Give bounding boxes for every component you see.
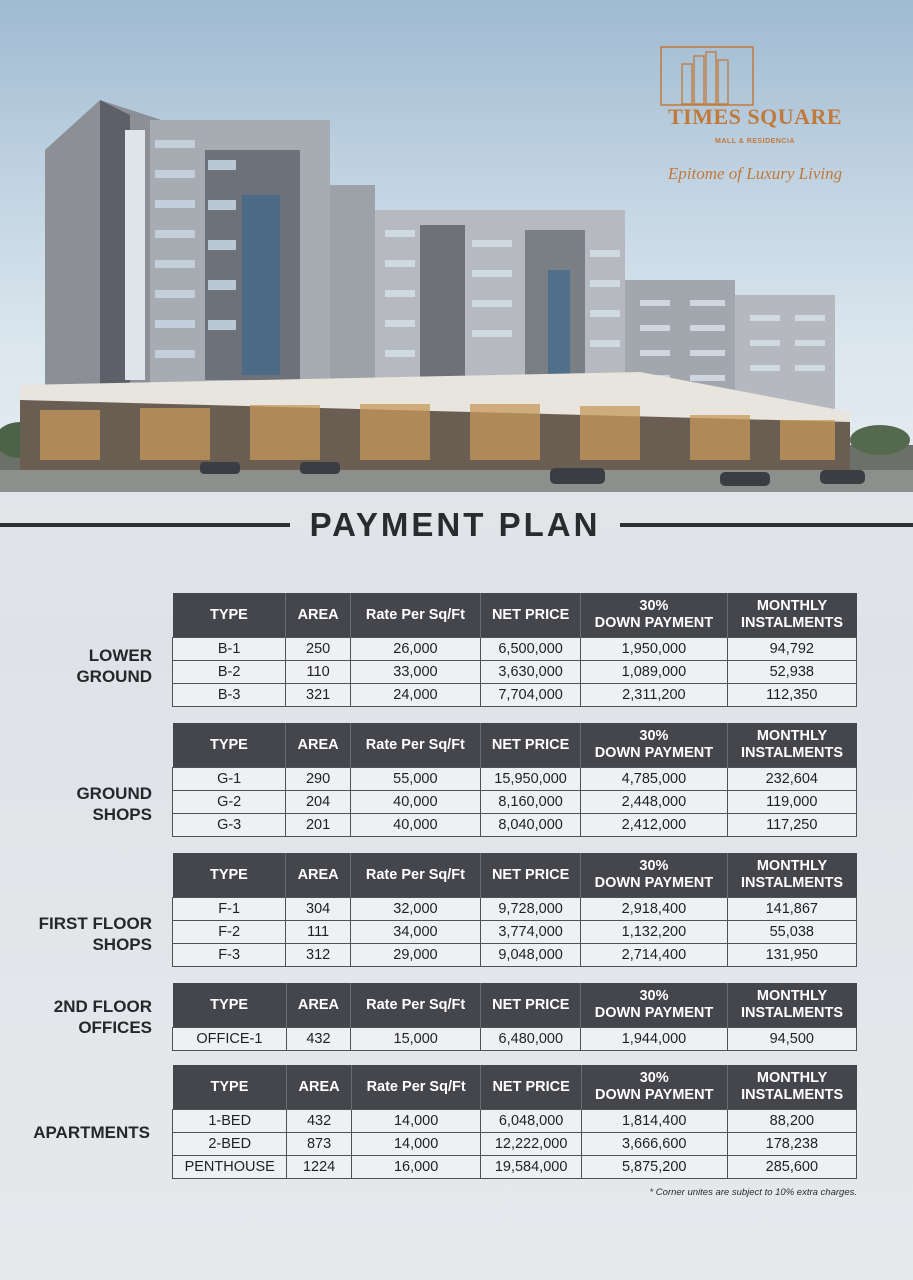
cell-net: 3,774,000 (481, 921, 581, 944)
col-net-price-header (481, 983, 581, 1028)
cell-type: G-2 (173, 791, 286, 814)
cell-monthly: 117,250 (727, 814, 856, 837)
cell-rate: 55,000 (350, 768, 480, 791)
col-net-price-header-text: NET PRICE (492, 1078, 570, 1095)
cell-monthly: 285,600 (727, 1156, 856, 1179)
cell-down: 1,132,200 (581, 921, 727, 944)
cell-rate: 34,000 (350, 921, 480, 944)
cell-monthly: 119,000 (727, 791, 856, 814)
payment-table (172, 723, 857, 837)
cell-area: 290 (286, 768, 350, 791)
cell-type: B-2 (173, 661, 286, 684)
cell-net: 3,630,000 (481, 661, 581, 684)
table-header-row (173, 853, 857, 898)
cell-type: PENTHOUSE (173, 1156, 287, 1179)
footnote: * Corner unites are subject to 10% extra charges. (649, 1187, 857, 1198)
cell-down: 1,950,000 (581, 638, 727, 661)
col-rate-header (350, 593, 480, 638)
col-down-payment-header-text: 30% (639, 1070, 669, 1086)
cell-rate: 26,000 (350, 638, 480, 661)
brand-name: TIMES SQUARE (667, 104, 843, 129)
col-monthly-instalments-header-text: MONTHLY (756, 728, 828, 744)
col-area-header-text: AREA (298, 1078, 340, 1095)
cell-net: 8,160,000 (480, 791, 580, 814)
cell-monthly: 112,350 (727, 684, 856, 707)
cell-area: 304 (286, 898, 351, 921)
section-label-line-1: APARTMENTS (33, 1123, 150, 1142)
cell-rate: 29,000 (350, 944, 480, 967)
col-type-header (173, 1065, 287, 1110)
cell-rate: 24,000 (350, 684, 480, 707)
col-down-payment-header-text: DOWN PAYMENT (594, 615, 714, 631)
cell-down: 3,666,600 (581, 1133, 727, 1156)
col-net-price-header (480, 723, 580, 768)
col-monthly-instalments-header (727, 983, 856, 1028)
col-down-payment-header (581, 983, 727, 1028)
cell-net: 12,222,000 (481, 1133, 581, 1156)
col-monthly-instalments-header-text: MONTHLY (756, 988, 828, 1004)
cell-area: 432 (287, 1110, 351, 1133)
brand-logo (660, 46, 850, 196)
cell-net: 6,500,000 (481, 638, 581, 661)
cell-rate: 32,000 (350, 898, 480, 921)
payment-table (172, 853, 857, 967)
col-type-header (173, 723, 286, 768)
cell-area: 111 (286, 921, 351, 944)
cell-rate: 15,000 (351, 1028, 481, 1051)
cell-net: 8,040,000 (480, 814, 580, 837)
cell-down: 5,875,200 (581, 1156, 727, 1179)
payment-table (172, 1065, 857, 1179)
cell-net: 9,728,000 (481, 898, 581, 921)
col-monthly-instalments-header-text: INSTALMENTS (741, 1005, 844, 1021)
section-label-line-2: GROUND (76, 667, 152, 686)
cell-area: 432 (286, 1028, 350, 1051)
cell-type: G-3 (173, 814, 286, 837)
col-area-header (287, 1065, 351, 1110)
cell-area: 110 (286, 661, 351, 684)
cell-net: 7,704,000 (481, 684, 581, 707)
col-down-payment-header-text: 30% (639, 728, 669, 744)
col-monthly-instalments-header (727, 853, 856, 898)
col-type-header-text: TYPE (209, 736, 248, 753)
payment-table (172, 593, 857, 707)
section-label-line-1: GROUND (76, 784, 152, 803)
table-header-row (173, 1065, 857, 1110)
col-net-price-header (481, 853, 581, 898)
cell-rate: 40,000 (350, 814, 480, 837)
col-monthly-instalments-header-text: MONTHLY (756, 598, 828, 614)
col-down-payment-header-text: DOWN PAYMENT (594, 745, 714, 761)
cell-down: 1,944,000 (581, 1028, 727, 1051)
col-down-payment-header (581, 1065, 727, 1110)
col-rate-header-text: Rate Per Sq/Ft (366, 996, 466, 1013)
cell-rate: 16,000 (351, 1156, 481, 1179)
heading-rule-right (620, 523, 913, 527)
cell-down: 1,814,400 (581, 1110, 727, 1133)
cell-monthly: 52,938 (727, 661, 856, 684)
col-net-price-header-text: NET PRICE (492, 996, 570, 1013)
cell-net: 15,950,000 (480, 768, 580, 791)
table-header-row (173, 723, 857, 768)
table-row (173, 921, 857, 944)
cell-monthly: 88,200 (727, 1110, 856, 1133)
section-label-line-2: SHOPS (92, 935, 152, 954)
col-monthly-instalments-header-text: MONTHLY (756, 858, 828, 874)
cell-area: 204 (286, 791, 350, 814)
table-row (173, 661, 857, 684)
col-area-header-text: AREA (297, 996, 339, 1013)
col-down-payment-header-text: 30% (639, 858, 669, 874)
section-label (0, 645, 152, 687)
heading-rule-left (0, 523, 290, 527)
col-down-payment-header-text: DOWN PAYMENT (594, 1005, 714, 1021)
cell-area: 201 (286, 814, 350, 837)
col-net-price-header (481, 593, 581, 638)
col-down-payment-header-text: DOWN PAYMENT (595, 1087, 714, 1103)
col-net-price-header-text: NET PRICE (491, 866, 570, 883)
cell-down: 4,785,000 (581, 768, 727, 791)
col-area-header (286, 853, 351, 898)
col-down-payment-header (581, 723, 727, 768)
col-rate-header (351, 983, 481, 1028)
col-rate-header-text: Rate Per Sq/Ft (365, 736, 465, 753)
col-net-price-header (481, 1065, 581, 1110)
cell-type: B-1 (173, 638, 286, 661)
cell-area: 312 (286, 944, 351, 967)
table-header-row (173, 983, 857, 1028)
section-label-line-1: FIRST FLOOR (38, 914, 152, 933)
cell-type: F-3 (173, 944, 286, 967)
cell-monthly: 178,238 (727, 1133, 856, 1156)
col-area-header-text: AREA (297, 606, 339, 623)
cell-net: 6,480,000 (481, 1028, 581, 1051)
col-area-header-text: AREA (297, 866, 339, 883)
col-down-payment-header-text: 30% (639, 988, 669, 1004)
cell-area: 873 (287, 1133, 351, 1156)
cell-net: 6,048,000 (481, 1110, 581, 1133)
cell-rate: 33,000 (350, 661, 480, 684)
cell-type: F-1 (173, 898, 286, 921)
col-rate-header (350, 853, 480, 898)
table-row (173, 1156, 857, 1179)
cell-rate: 14,000 (351, 1133, 481, 1156)
cell-type: B-3 (173, 684, 286, 707)
table-row (173, 768, 857, 791)
table-row (173, 638, 857, 661)
section-label (0, 996, 152, 1038)
col-area-header (286, 983, 350, 1028)
cell-rate: 40,000 (350, 791, 480, 814)
col-monthly-instalments-header-text: MONTHLY (756, 1070, 828, 1086)
table-row (173, 814, 857, 837)
hero-image (0, 0, 913, 492)
payment-table (172, 983, 857, 1051)
col-rate-header-text: Rate Per Sq/Ft (365, 866, 465, 883)
table-row (173, 1110, 857, 1133)
col-type-header-text: TYPE (210, 996, 249, 1013)
cell-area: 1224 (287, 1156, 351, 1179)
cell-monthly: 94,500 (727, 1028, 856, 1051)
cell-down: 2,412,000 (581, 814, 727, 837)
table-row (173, 684, 857, 707)
cell-type: OFFICE-1 (173, 1028, 287, 1051)
col-type-header (173, 983, 287, 1028)
col-type-header-text: TYPE (209, 866, 248, 883)
col-monthly-instalments-header (727, 1065, 856, 1110)
col-area-header (286, 723, 350, 768)
table-row (173, 944, 857, 967)
section-label-line-1: LOWER (88, 646, 152, 665)
col-down-payment-header (581, 853, 727, 898)
table-row (173, 898, 857, 921)
cell-down: 1,089,000 (581, 661, 727, 684)
table-row (173, 1133, 857, 1156)
col-type-header (173, 593, 286, 638)
section-label-line-1: 2ND FLOOR (53, 997, 152, 1016)
cell-monthly: 232,604 (727, 768, 856, 791)
cell-type: F-2 (173, 921, 286, 944)
cell-monthly: 131,950 (727, 944, 856, 967)
col-monthly-instalments-header (727, 723, 856, 768)
col-net-price-header-text: NET PRICE (491, 606, 570, 623)
table-header-row (173, 593, 857, 638)
col-down-payment-header-text: 30% (639, 598, 669, 614)
cell-monthly: 94,792 (727, 638, 856, 661)
table-row (173, 1028, 857, 1051)
brand-tagline: Epitome of Luxury Living (667, 164, 843, 183)
table-row (173, 791, 857, 814)
cell-down: 2,918,400 (581, 898, 727, 921)
cell-net: 9,048,000 (481, 944, 581, 967)
col-monthly-instalments-header-text: INSTALMENTS (741, 1087, 844, 1103)
col-area-header-text: AREA (297, 736, 339, 753)
col-monthly-instalments-header-text: INSTALMENTS (741, 745, 844, 761)
cell-area: 250 (286, 638, 351, 661)
col-down-payment-header (581, 593, 727, 638)
col-rate-header (351, 1065, 481, 1110)
col-rate-header-text: Rate Per Sq/Ft (365, 606, 465, 623)
col-monthly-instalments-header (727, 593, 856, 638)
cell-monthly: 141,867 (727, 898, 856, 921)
col-monthly-instalments-header-text: INSTALMENTS (741, 615, 844, 631)
col-type-header-text: TYPE (210, 1078, 249, 1095)
cell-rate: 14,000 (351, 1110, 481, 1133)
cell-net: 19,584,000 (481, 1156, 581, 1179)
col-type-header-text: TYPE (209, 606, 248, 623)
section-label (0, 783, 152, 825)
section-label-line-2: SHOPS (92, 805, 152, 824)
col-rate-header (350, 723, 480, 768)
section-label (0, 1122, 150, 1143)
cell-monthly: 55,038 (727, 921, 856, 944)
cell-down: 2,311,200 (581, 684, 727, 707)
brand-subtitle: MALL & RESIDENCIA (715, 138, 795, 145)
cell-type: G-1 (173, 768, 286, 791)
col-down-payment-header-text: DOWN PAYMENT (594, 875, 714, 891)
page-title: PAYMENT PLAN (309, 506, 601, 543)
cell-down: 2,714,400 (581, 944, 727, 967)
cell-type: 2-BED (173, 1133, 287, 1156)
cell-type: 1-BED (173, 1110, 287, 1133)
col-net-price-header-text: NET PRICE (491, 736, 570, 753)
section-label-line-2: OFFICES (78, 1018, 152, 1037)
logo-mark-icon (660, 46, 754, 106)
cell-down: 2,448,000 (581, 791, 727, 814)
cell-area: 321 (286, 684, 351, 707)
col-monthly-instalments-header-text: INSTALMENTS (741, 875, 844, 891)
heading-bar (0, 504, 913, 544)
col-rate-header-text: Rate Per Sq/Ft (366, 1078, 466, 1095)
col-type-header (173, 853, 286, 898)
section-label (0, 913, 152, 955)
col-area-header (286, 593, 351, 638)
